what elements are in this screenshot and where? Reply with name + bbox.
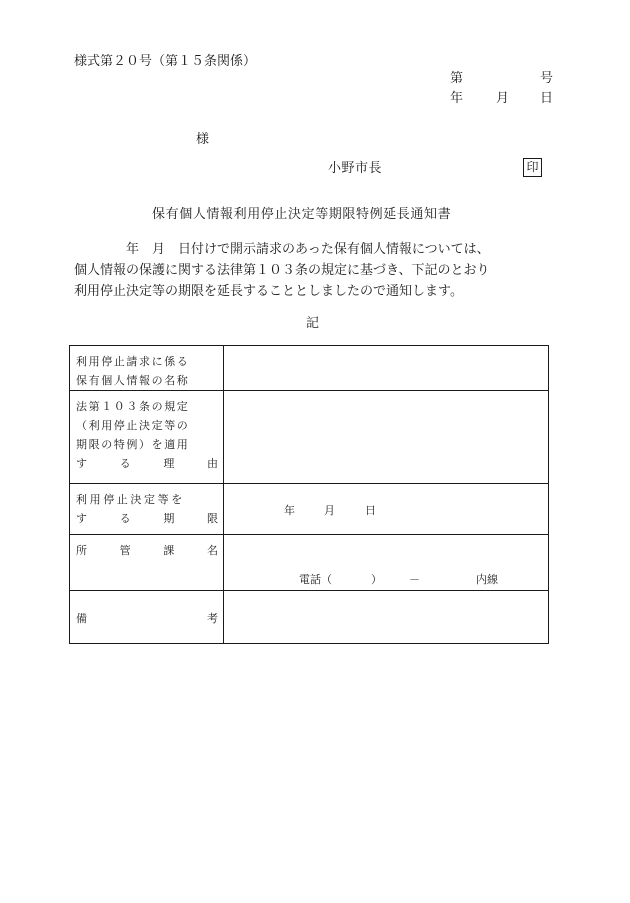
label-char: 課 — [163, 544, 175, 557]
label-text: 法第１０３条の規定 — [76, 400, 190, 413]
document-title: 保有個人情報利用停止決定等期限特例延長通知書 — [152, 207, 452, 222]
label-personal-info-name — [70, 346, 224, 391]
label-text: 期限の特例）を適用 — [76, 438, 190, 451]
phone-dash: － — [409, 573, 420, 586]
value-deadline[interactable] — [224, 484, 549, 535]
deadline-day-label: 日 — [365, 504, 376, 517]
label-char: 期 — [163, 512, 175, 525]
label-char: 限 — [206, 512, 218, 525]
label-char: す — [76, 457, 87, 470]
table-row-reason — [70, 391, 549, 484]
label-char: 由 — [206, 457, 218, 470]
deadline-month-label: 月 — [324, 504, 335, 517]
doc-number-prefix: 第 — [450, 71, 464, 86]
table-row-deadline — [70, 484, 549, 535]
value-reason[interactable] — [224, 391, 549, 484]
body-line-3: 利用停止決定等の期限を延長することとしましたので通知します。 — [74, 284, 463, 299]
label-char: 考 — [207, 612, 218, 625]
label-char: 備 — [76, 612, 87, 625]
phone-label: 電話（ — [299, 573, 332, 586]
deadline-year-label: 年 — [284, 504, 295, 517]
label-text: 利用停止請求に係る — [76, 355, 190, 368]
extension-label: 内線 — [476, 573, 498, 586]
sender-name: 小野市長 — [328, 161, 383, 176]
value-department[interactable] — [224, 535, 549, 591]
detail-table — [69, 345, 549, 644]
value-personal-info-name[interactable] — [224, 346, 549, 391]
body-line-1: 年 月 日付けで開示請求のあった保有個人情報については、 — [74, 242, 490, 257]
label-char: る — [119, 457, 131, 470]
label-char: 所 — [76, 544, 87, 557]
label-text: （利用停止決定等の — [76, 419, 190, 432]
addressee-honorific: 様 — [196, 132, 210, 147]
label-char: す — [76, 512, 87, 525]
label-department — [70, 535, 224, 591]
table-row-personal-info-name — [70, 346, 549, 391]
label-char: る — [119, 512, 131, 525]
date-year-label: 年 — [450, 91, 464, 106]
value-remarks[interactable] — [224, 591, 549, 644]
label-deadline — [70, 484, 224, 535]
table-row-remarks — [70, 591, 549, 644]
label-remarks — [70, 591, 224, 644]
label-text: 利用停止決定等を — [76, 493, 185, 506]
label-text: 保有個人情報の名称 — [76, 374, 190, 387]
seal-stamp: 印 — [523, 158, 542, 177]
phone-close-paren: ） — [371, 573, 382, 586]
ki-heading: 記 — [306, 316, 320, 331]
date-month-label: 月 — [496, 91, 510, 106]
label-char: 理 — [163, 457, 175, 470]
label-char: 管 — [119, 544, 131, 557]
label-char: 名 — [206, 544, 218, 557]
body-text — [74, 239, 554, 302]
date-day-label: 日 — [540, 91, 554, 106]
label-reason — [70, 391, 224, 484]
doc-number-suffix: 号 — [540, 71, 554, 86]
form-number: 様式第２０号（第１５条関係） — [74, 54, 257, 69]
table-row-department — [70, 535, 549, 591]
body-line-2: 個人情報の保護に関する法律第１０３条の規定に基づき、下記のとおり — [74, 263, 490, 278]
